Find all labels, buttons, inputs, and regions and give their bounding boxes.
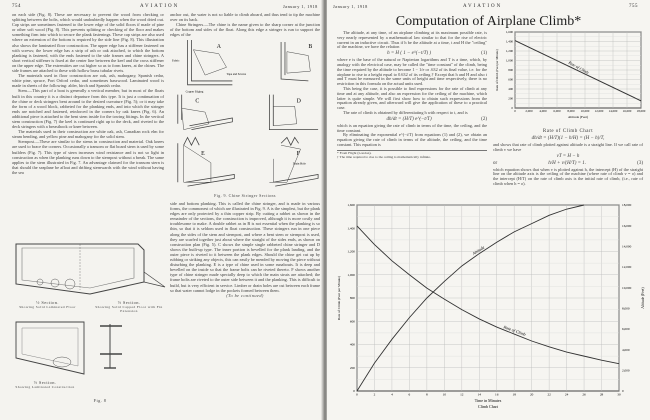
paragraph: side and bottom planking. This is called the chine stringer, and is made in various forms, the commonest of which are illustrated in Fig. 9. A is the simplest, but the plank edges are only protected by a thin copper strip. By cutting a rabbet as shown in the remainder of the sections, the construction is improved, although it is more costly and troublesome to make. A double rabbet as in B is not essential when the planking is so thin, so that it is seldom used in float construction. These stringers run in one piece along the sides of the stem and sternpost, and where a bent stem or sternpost is used, they are scarfed together just about where the straight of the sides ends, as shown on construction plan (Fig. 5). C shows the simple single rabbeted chine stringer and D shows the built-up type. The inner portion is bevelled for the plank landing, and the outer piece is riveted to it between the plank edges. Should the chine get cut up by rubbing or striking any objects, this can easily be mended by moving the piece without disturbing the planking. E is a type of chine used in some runabouts. It is deep and bevelled on the inside so that the frame bolts can be riveted thereto. F shows another type of chine stringer made specially deep to which the main struts are attached; the frame bolts are riveted to the outer side between it and the planking. This is difficult to build, but is very efficient in service. Limber or drain holes are cut between each frame so that water cannot lodge in the pockets formed between them. xyxy=(170,201,320,293)
y2-tick-label: 2,000 xyxy=(622,368,630,373)
paragraph: which is an equation giving the rate of climb in terms of the time, the ceiling, and the time constant. xyxy=(337,122,487,133)
x-tick-label: 14,000 xyxy=(608,109,618,114)
fig9-label-fabric: Fabric xyxy=(171,58,180,63)
chart-title: Climb Chart xyxy=(478,404,498,409)
paragraph: which equation shows that when v is plotted against h, the intercept (H) of the straight line on the altitude axis is the ceiling of the machine (where rate of climb v = o) and the intercept (H/T) on the rate of climb axis is the initial rate of climb, (i.e., rate of climb when h = o). xyxy=(493,166,643,186)
x-tick-label: 18,000 xyxy=(636,109,646,114)
y-tick-label: 1,400 xyxy=(505,39,513,44)
x-tick-label: 10 xyxy=(442,392,447,397)
fig9-chine-stringer-sections xyxy=(170,40,322,192)
y-tick-label: 400 xyxy=(349,342,355,347)
y-tick-label: 200 xyxy=(349,365,355,370)
y-tick-label: 1,400 xyxy=(347,226,355,231)
x-tick-label: 2 xyxy=(373,392,376,397)
fig9-label-c: C xyxy=(195,98,200,105)
issue-date: January 1, 1918 xyxy=(283,4,318,9)
equation-3: or h/H + v/(H/T) = 1. (3) xyxy=(493,160,643,166)
paragraph: Chine Stringers.—The chine is the name given to the sharp corner at the junction of the bottom and sides of the float. Along this edge a stringer is run to support the edges of the xyxy=(170,22,320,38)
series-label: Altitude xyxy=(471,244,486,256)
y2-tick-label: 6,000 xyxy=(622,327,630,332)
article-column-2 xyxy=(493,129,643,187)
y-tick-label: 0 xyxy=(511,106,513,111)
x-tick-label: 8 xyxy=(426,392,428,397)
x-tick-label: 14 xyxy=(477,392,481,397)
paragraph: The altitude, at any time, of an airplane climbing at its maximum possible rate, is very nearly represented by a mathematical law similar to that for the rise of electric current in an inductive circuit. Thus if h be the altitude at a time, t and H the "ceiling" of the machine, we have the relation xyxy=(337,30,487,50)
y-axis-label: Rate of Climb (Feet per Minute) xyxy=(337,276,341,320)
paragraph: on each side (Fig. 8). These are necessary to prevent the wood from checking or splitting between the bolts, which would undoubtedly happen when the wood dried out. Cap strips are sometimes fastened to the lower edge of the solid floors if made of pine or other soft wood (Fig. 8). This prevents splitting or checking of the floor and makes something firm into which to secure the plank fastenings. These cap strips are also used where an extension of the bottom is required by the side line (Fig. 8). This illustration also shows the laminated floor construction. The upper edge has a stiffener fastened on with screws; the lower edge has a strip of ash or oak attached, to which the bottom planking is fastened, with the ends fastened to the side frames and chine stringers. A short vertical stiffener is fixed at the center line between the keel and the cross stiffener on the upper edge. The extremities are cut higher so as to form knees, at the chines. The side frames are attached to these with hollow brass tubular rivets. xyxy=(12,12,164,74)
page-number: 754 xyxy=(12,4,21,9)
y-tick-label: 1,200 xyxy=(505,49,513,54)
fig9-label-tape-screws: Tape and Screws xyxy=(226,72,247,77)
paragraph: anchor out, the water is not so liable to climb aboard, and thus tend to tip the machine over on its back. xyxy=(170,12,320,23)
x-axis-label: Altitude (Feet) xyxy=(567,115,589,119)
y-tick-label: 400 xyxy=(508,87,513,92)
x-tick-label: 18 xyxy=(512,392,516,397)
y-tick-label: 1,200 xyxy=(347,249,355,254)
left-page xyxy=(0,0,323,420)
fig8-caption-section-1: ½ Section. Showing Solid Laminated Floor xyxy=(19,300,76,309)
y2-tick-label: 8,000 xyxy=(622,306,630,311)
fig9-label-f: F xyxy=(296,150,300,157)
paragraph: and shows that rate of climb plotted against altitude is a straight line. If we call rate of climb v we have xyxy=(493,142,643,152)
equation-1: h = H ( 1 − e^(−t/T) ) (1) xyxy=(387,51,487,57)
x-tick-label: 0 xyxy=(356,392,358,397)
to-be-continued: (To be continued) xyxy=(226,292,264,298)
y2-tick-label: 4,000 xyxy=(622,347,630,352)
y-tick-label: 1,600 xyxy=(347,203,355,208)
y-tick-label: 200 xyxy=(508,96,513,101)
y-tick-label: 600 xyxy=(508,77,513,82)
paragraph: This being the case, it is possible to find expressions for the rate of climb at any time and at any altitude, and also an expression for the ceiling of the machine, which latter is quite simple. We will first show how to obtain such expressions from the equation already given, and afterward will give the application of these to a practical case. xyxy=(337,85,487,111)
equation-vt: vT = H − h xyxy=(556,153,580,159)
y2-axis-label: Altitude (Feet) xyxy=(641,287,645,309)
x-tick-label: 12 xyxy=(460,392,464,397)
running-head: AVIATION xyxy=(463,4,503,9)
fig8-label: Fig. 8 xyxy=(93,398,107,403)
rate-of-climb-line xyxy=(357,226,619,364)
paragraph: The rate of climb is obtained by differentiating h with respect to t, and is xyxy=(343,109,468,115)
x-tick-label: 6,000 xyxy=(553,109,561,114)
x-tick-label: 24 xyxy=(564,392,569,397)
x-tick-label: 16,000 xyxy=(622,109,632,114)
y-tick-label: 1,000 xyxy=(505,58,513,63)
y2-tick-label: 18,000 xyxy=(622,203,632,208)
y2-tick-label: 12,000 xyxy=(622,265,632,270)
y-tick-label: 600 xyxy=(349,319,355,324)
x-tick-label: 12,000 xyxy=(594,109,604,114)
y2-tick-label: 10,000 xyxy=(622,285,632,290)
x-tick-label: 6 xyxy=(408,392,411,397)
issue-date: January 1, 1918 xyxy=(333,4,368,9)
paragraph: where e is the base of the natural or Napierian logarithms and T is a time, which, by analogy with the electrical case, may be called the "time constant" of the climb, being the time required by the altitude to become 1 − 1/e or .632 of its final value, i.e. for the airplane to rise to a height equal to 0.632 of its ceiling.† Except that h and H and also t and T must be measured in the same units of height and time respectively, there is no restriction in this formula on the actual units used. xyxy=(337,57,487,87)
rate-of-climb-line xyxy=(515,41,641,101)
y2-tick-label: 0 xyxy=(622,389,624,394)
y-tick-label: 800 xyxy=(508,68,513,73)
x-tick-label: 20 xyxy=(529,392,534,397)
article-column-2-top xyxy=(170,12,320,37)
x-axis-label: Time in Minutes xyxy=(474,398,502,403)
equation-rate-altitude: dh/dt = (H/T)(1 − h/H) = (H − h)/T, xyxy=(531,136,605,141)
fig9-label-drain-hole: Drain Hole xyxy=(292,161,306,166)
equation-2: dh/dt = (H/T) e^(−t/T) (2) xyxy=(386,116,487,122)
fig8-floor-sections xyxy=(10,242,170,297)
fig9-caption: Fig. 9. Chine Stringer Sections xyxy=(214,193,276,198)
rate-of-climb-chart xyxy=(491,28,647,128)
y2-tick-label: 16,000 xyxy=(622,223,632,228)
paragraph: Stem.—This part of a boat is generally a vertical member, but in most of the floats built in this country it is a distinct departure from this type. It is just a continuation of the chine or deck stringers bent around to the desired curvature (Fig. 5); or it may take the form of a wood block, rabbeted for the planking ends, and into which the stringer ends are notched and fastened, reinforced in the corners by oak knees (Fig. 6). An additional piece is attached to the bent stem inside for the towing fittings. In the vertical stem construction (Fig. 7) the keel is continued right up to the deck, and riveted to the deck stringers with a breasthook or knee between. xyxy=(12,88,164,130)
x-tick-label: 2,000 xyxy=(525,109,533,114)
fig9-label-b: B xyxy=(308,43,313,50)
x-tick-label: 16 xyxy=(495,392,499,397)
fig9-label-a: A xyxy=(216,43,221,50)
x-tick-label: 0 xyxy=(514,109,516,114)
series-label: Rate of Climb xyxy=(567,59,590,75)
x-tick-label: 4 xyxy=(391,392,393,397)
y-axis-label: Rate of Climb (Feet per Minute) xyxy=(495,49,499,91)
paragraph: By eliminating the exponential e^(−t/T) from equations (1) and (2), we obtain an equation giving the rate of climb in terms of the altitude, the ceiling, and the time constant. This equation is xyxy=(337,132,487,147)
y-tick-label: 0 xyxy=(353,389,355,394)
article-title: Computation of Airplane Climb* xyxy=(395,14,582,29)
fig8-caption-section-3: ½ Section. Showing Laminated Construction xyxy=(15,380,75,389)
article-column-1 xyxy=(12,12,164,175)
running-head: AVIATION xyxy=(140,4,180,9)
fig8-caption-section-2: ½ Section. Showing Solid Capped Floor with Fin Extension xyxy=(95,300,163,313)
paragraph: The materials used in their construction are white oak, ash, Canadian rock elm for steam bending, and yellow pine and mahogany for the solid stem. xyxy=(12,129,164,140)
article-column-1 xyxy=(337,31,487,159)
x-tick-label: 28 xyxy=(599,392,604,397)
paragraph: The materials used in floor construction are oak, ash, mahogany, Spanish cedar, white pine, spruce, Port Orford cedar, and sometimes basswood. Laminated wood is made in sheets of the following: alder, birch and Spanish cedar. xyxy=(12,73,164,89)
y-tick-label: 800 xyxy=(349,296,355,301)
y-tick-label: 1,600 xyxy=(505,30,513,35)
x-tick-label: 30 xyxy=(617,392,621,397)
series-label: Rate of Climb xyxy=(502,324,527,337)
fig9-label-copper-edging: Copper Edging xyxy=(185,89,204,94)
footnotes: * From Flight (London). † The time required to rise to the ceiling is mathematically infinite. xyxy=(337,150,487,159)
climb-chart xyxy=(331,200,647,418)
x-tick-label: 22 xyxy=(547,392,551,397)
x-tick-label: 10,000 xyxy=(580,109,590,114)
chart1-title: Rate of Climb Chart xyxy=(542,129,594,134)
y2-tick-label: 14,000 xyxy=(622,244,632,249)
fig9-label-d: D xyxy=(296,98,301,105)
page-number: 755 xyxy=(629,4,638,9)
x-tick-label: 4,000 xyxy=(539,109,547,114)
fig8-laminated-section xyxy=(12,318,147,378)
fig9-label-e: E xyxy=(201,150,205,157)
x-tick-label: 8,000 xyxy=(567,109,575,114)
right-page xyxy=(327,0,650,420)
x-tick-label: 26 xyxy=(582,392,586,397)
y-tick-label: 1,000 xyxy=(347,272,355,277)
article-column-2-bottom xyxy=(170,201,320,298)
paragraph: Sternpost.—These are similar to the stems in construction and material. Oak knees are used to brace the corners. Occasionally a transom or flat board stern is used by some builders (Fig. 7). This type of stern increases wind resistance and is not so light in construction as when the planking runs down to the sternpost without a break. The same applies to the stern illustrated in Fig. 7. An advantage claimed for the transom stern is that should the seaplane be afloat and drifting sternwards with the wind without having the sea xyxy=(12,139,164,175)
